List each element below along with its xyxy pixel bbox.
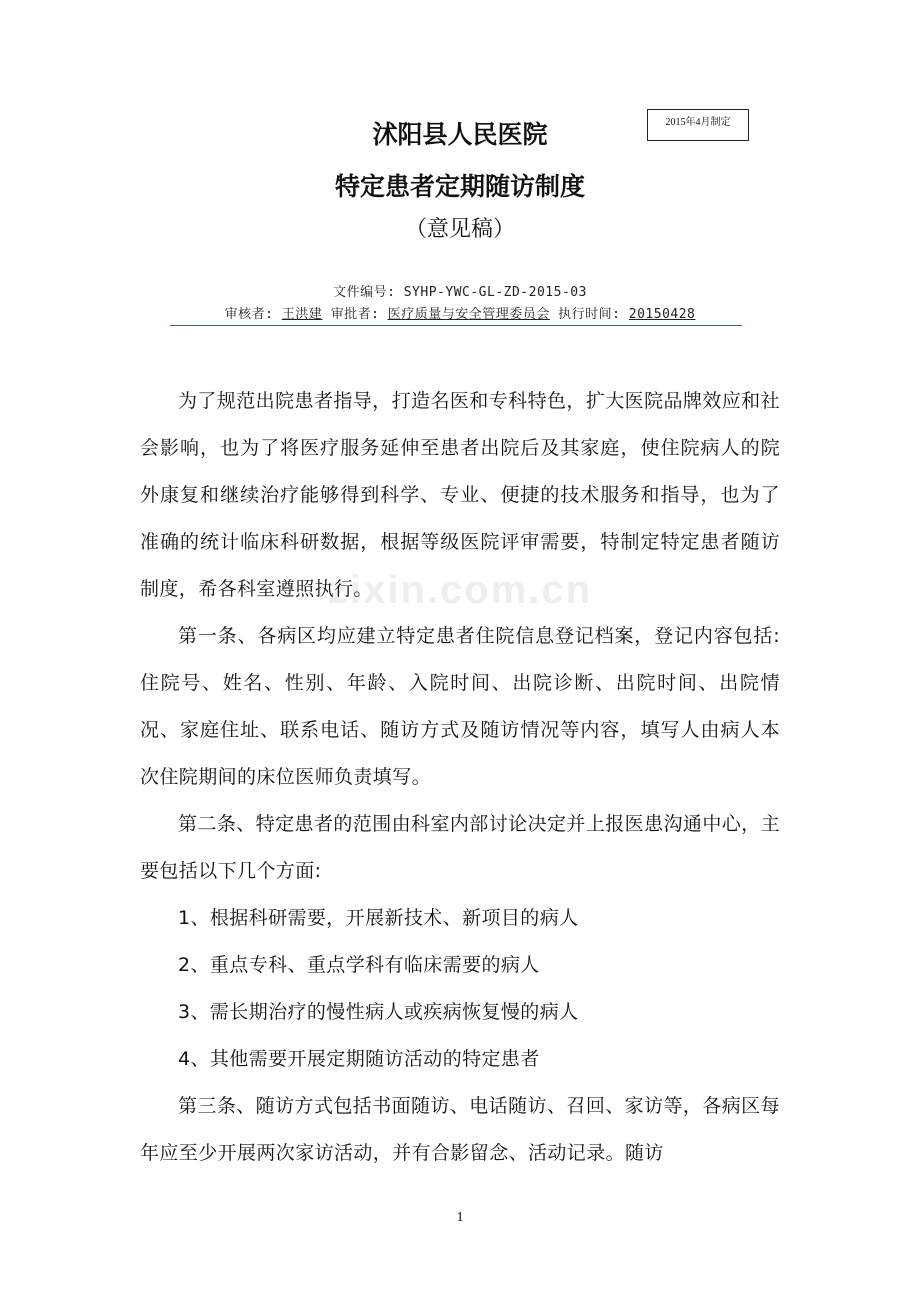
- approver-label: 审批者:: [330, 307, 380, 322]
- date-stamp-text: 2015年4月制定: [665, 117, 731, 128]
- header-divider: [170, 325, 742, 326]
- list-item: 3、需长期治疗的慢性病人或疾病恢复慢的病人: [178, 1001, 579, 1023]
- document-body: [140, 378, 780, 1177]
- hospital-title: 沭阳县人民医院: [372, 120, 548, 149]
- exec-time-label: 执行时间:: [558, 307, 621, 322]
- reviewer-name: 王洪建: [281, 307, 323, 322]
- article-2-paragraph: 第二条、特定患者的范围由科室内部讨论决定并上报医患沟通中心，主要包括以下几个方面:: [140, 813, 780, 882]
- list-item: 4、其他需要开展定期随访活动的特定患者: [178, 1048, 540, 1070]
- document-title: 特定患者定期随访制度: [334, 172, 585, 201]
- page-number: 1: [456, 1210, 464, 1225]
- approver-name: 医疗质量与安全管理委员会: [387, 307, 550, 322]
- watermark: zixin.com.cn: [328, 568, 593, 612]
- list-item: 1、根据科研需要，开展新技术、新项目的病人: [178, 907, 579, 929]
- approval-line: [0, 306, 920, 324]
- document-number: 文件编号: SYHP-YWC-GL-ZD-2015-03: [333, 285, 587, 300]
- exec-time-value: 20150428: [628, 307, 696, 322]
- list-item: 2、重点专科、重点学科有临床需要的病人: [178, 954, 540, 976]
- draft-subtitle: （意见稿）: [404, 217, 515, 242]
- intro-paragraph: 为了规范出院患者指导，打造名医和专科特色，扩大医院品牌效应和社会影响，也为了将医疗服务延伸至患者出院后及其家庭，使住院病人的院外康复和继续治疗能够得到科学、专业、便捷的技术服务和指导，也为了准确的统计临床科研数据，根据等级医院评审需要，特制定特定患者随访制度，希各科室遵照执行。: [140, 390, 780, 600]
- article-1-paragraph: 第一条、各病区均应建立特定患者住院信息登记档案，登记内容包括: 住院号、姓名、性别、年龄、入院时间、出院诊断、出院时间、出院情况、家庭住址、联系电话、随访方式及随访情况等内容，填写人由病人本次住院期间的床位医师负责填写。: [140, 625, 780, 788]
- reviewer-label: 审核者:: [224, 307, 274, 322]
- article-3-paragraph: 第三条、随访方式包括书面随访、电话随访、召回、家访等，各病区每年应至少开展两次家访活动，并有合影留念、活动记录。随访: [140, 1095, 780, 1164]
